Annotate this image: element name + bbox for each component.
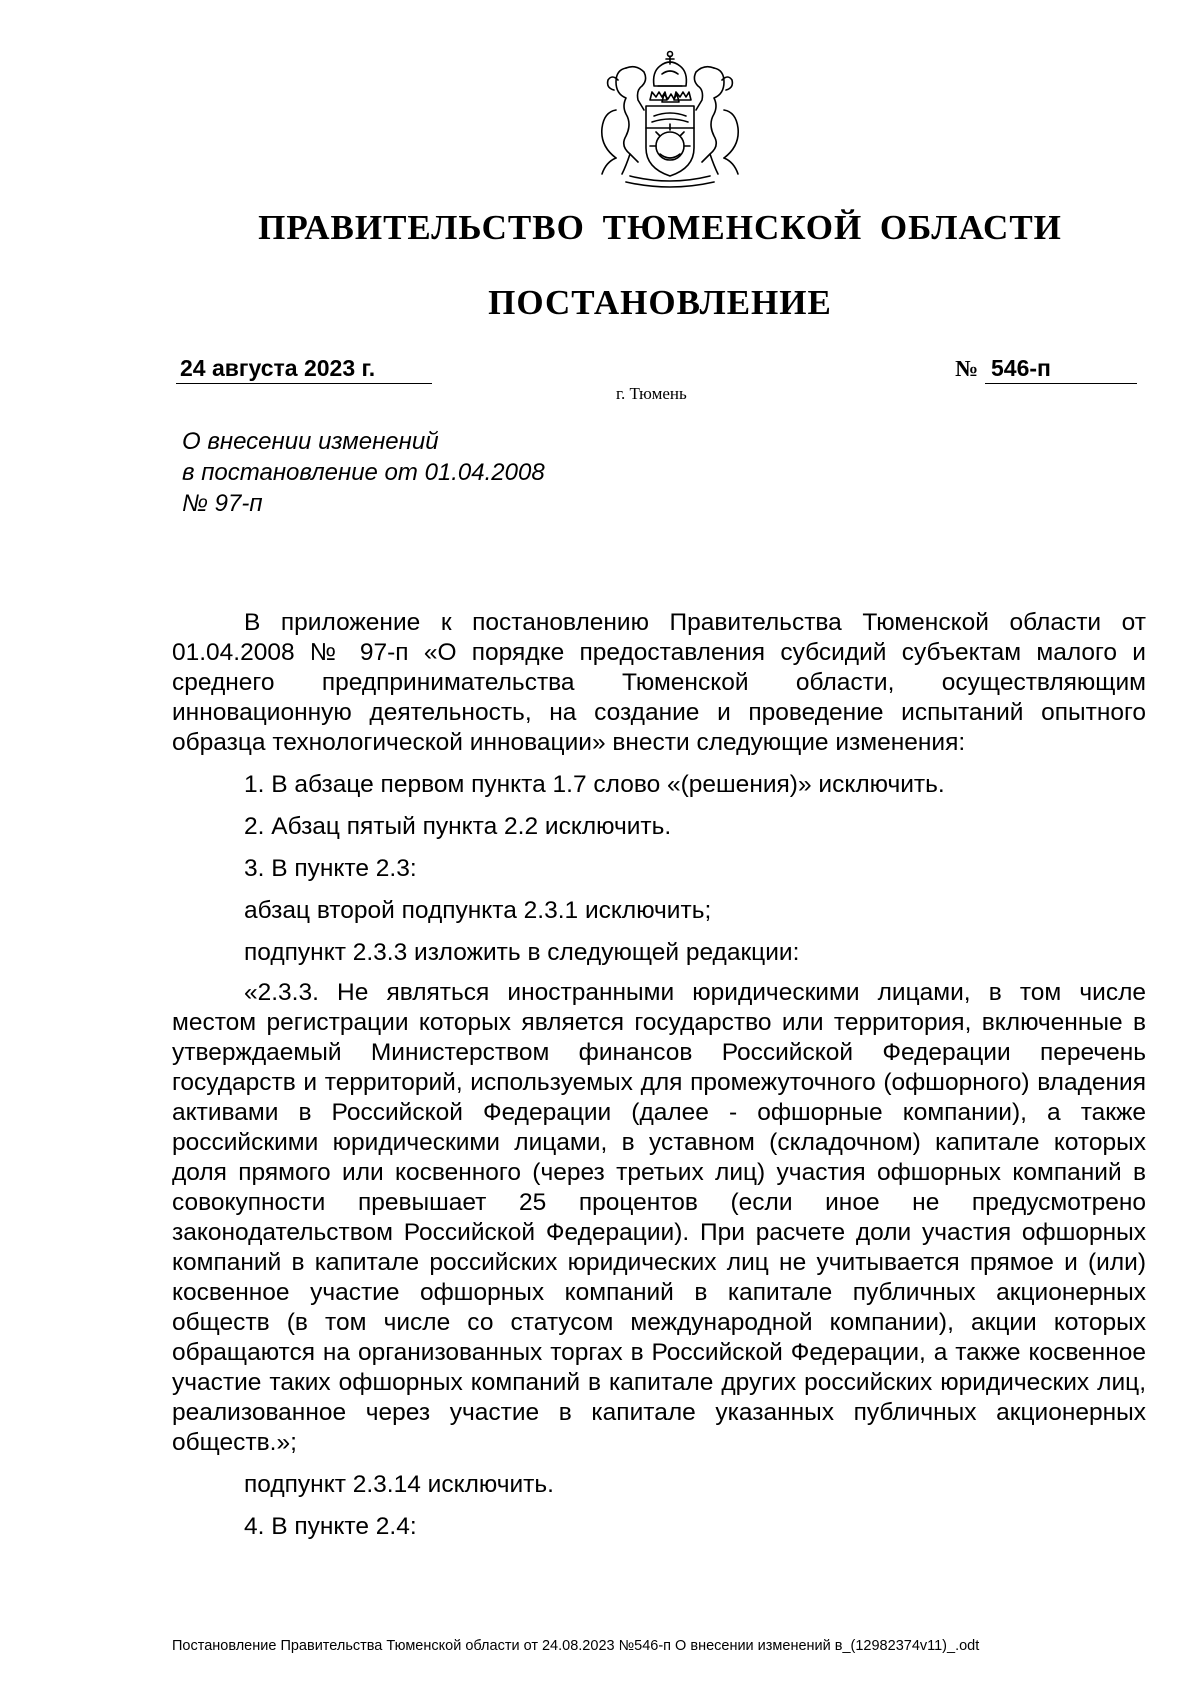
subject-line: в постановление от 01.04.2008 [182, 459, 545, 486]
document-date: 24 августа 2023 г. [176, 354, 432, 384]
quoted-subparagraph: «2.3.3. Не являться иностранными юридическими лицами, в том числе местом регистрации которых является государство или территория, включенные в утверждаемый Министерством финансов Российской Федерации перечень государств и территорий, используемых для промежуточного (офшорного) владения активами в Российской Федерации (далее - офшорные компании), а также российскими юридическими лицами, в уставном (складочном) капитале которых доля прямого или косвенного (через третьих лиц) участия офшорных компаний в совокупности превышает 25 процентов (если иное не предусмотрено законодательством Российской Федерации). При расчете доли участия офшорных компаний в капитале российских юридических лиц не учитывается прямое и (или) косвенное участие офшорных компаний в капитале публичных акционерных обществ (в том числе со статусом международной компании), акции которых обращаются на организованных торгах в Российской Федерации, а также косвенное участие таких офшорных компаний в капитале других российских юридических лиц, реализованное через участие в капитале указанных публичных акционерных обществ.»; [172, 979, 1146, 1456]
item-2: 2. Абзац пятый пункта 2.2 исключить. [244, 813, 672, 840]
item-3-subparagraph: подпункт 2.3.3 изложить в следующей редакции: [244, 939, 800, 966]
coat-of-arms-emblem [586, 50, 754, 190]
item-4: 4. В пункте 2.4: [244, 1513, 417, 1540]
intro-paragraph: В приложение к постановлению Правительства Тюменской области от 01.04.2008 № 97-п «О порядке предоставления субсидий субъектам малого и среднего предпринимательства Тюменской области, осуществляющим инновационную деятельность, на создание и проведение испытаний опытного образца технологической инновации» внести следующие изменения: [172, 609, 1146, 756]
subject-line: № 97-п [182, 490, 263, 517]
page-footer: Постановление Правительства Тюменской области от 24.08.2023 №546-п О внесении изменений в_(12982374v11)_.odt [172, 1638, 980, 1654]
item-3-subparagraph: абзац второй подпункта 2.3.1 исключить; [244, 897, 712, 924]
document-number: 546-п [985, 354, 1137, 384]
document-body [172, 608, 1146, 1542]
document-type: ПОСТАНОВЛЕНИЕ [488, 283, 832, 322]
item-3-subparagraph: подпункт 2.3.14 исключить. [244, 1471, 554, 1498]
document-subject [182, 426, 545, 519]
item-3: 3. В пункте 2.3: [244, 855, 417, 882]
number-label: № [955, 356, 979, 381]
city-label: г. Тюмень [616, 384, 687, 403]
government-title: ПРАВИТЕЛЬСТВО ТЮМЕНСКОЙ ОБЛАСТИ [258, 208, 1062, 247]
item-1: 1. В абзаце первом пункта 1.7 слово «(решения)» исключить. [244, 771, 945, 798]
subject-line: О внесении изменений [182, 428, 439, 455]
